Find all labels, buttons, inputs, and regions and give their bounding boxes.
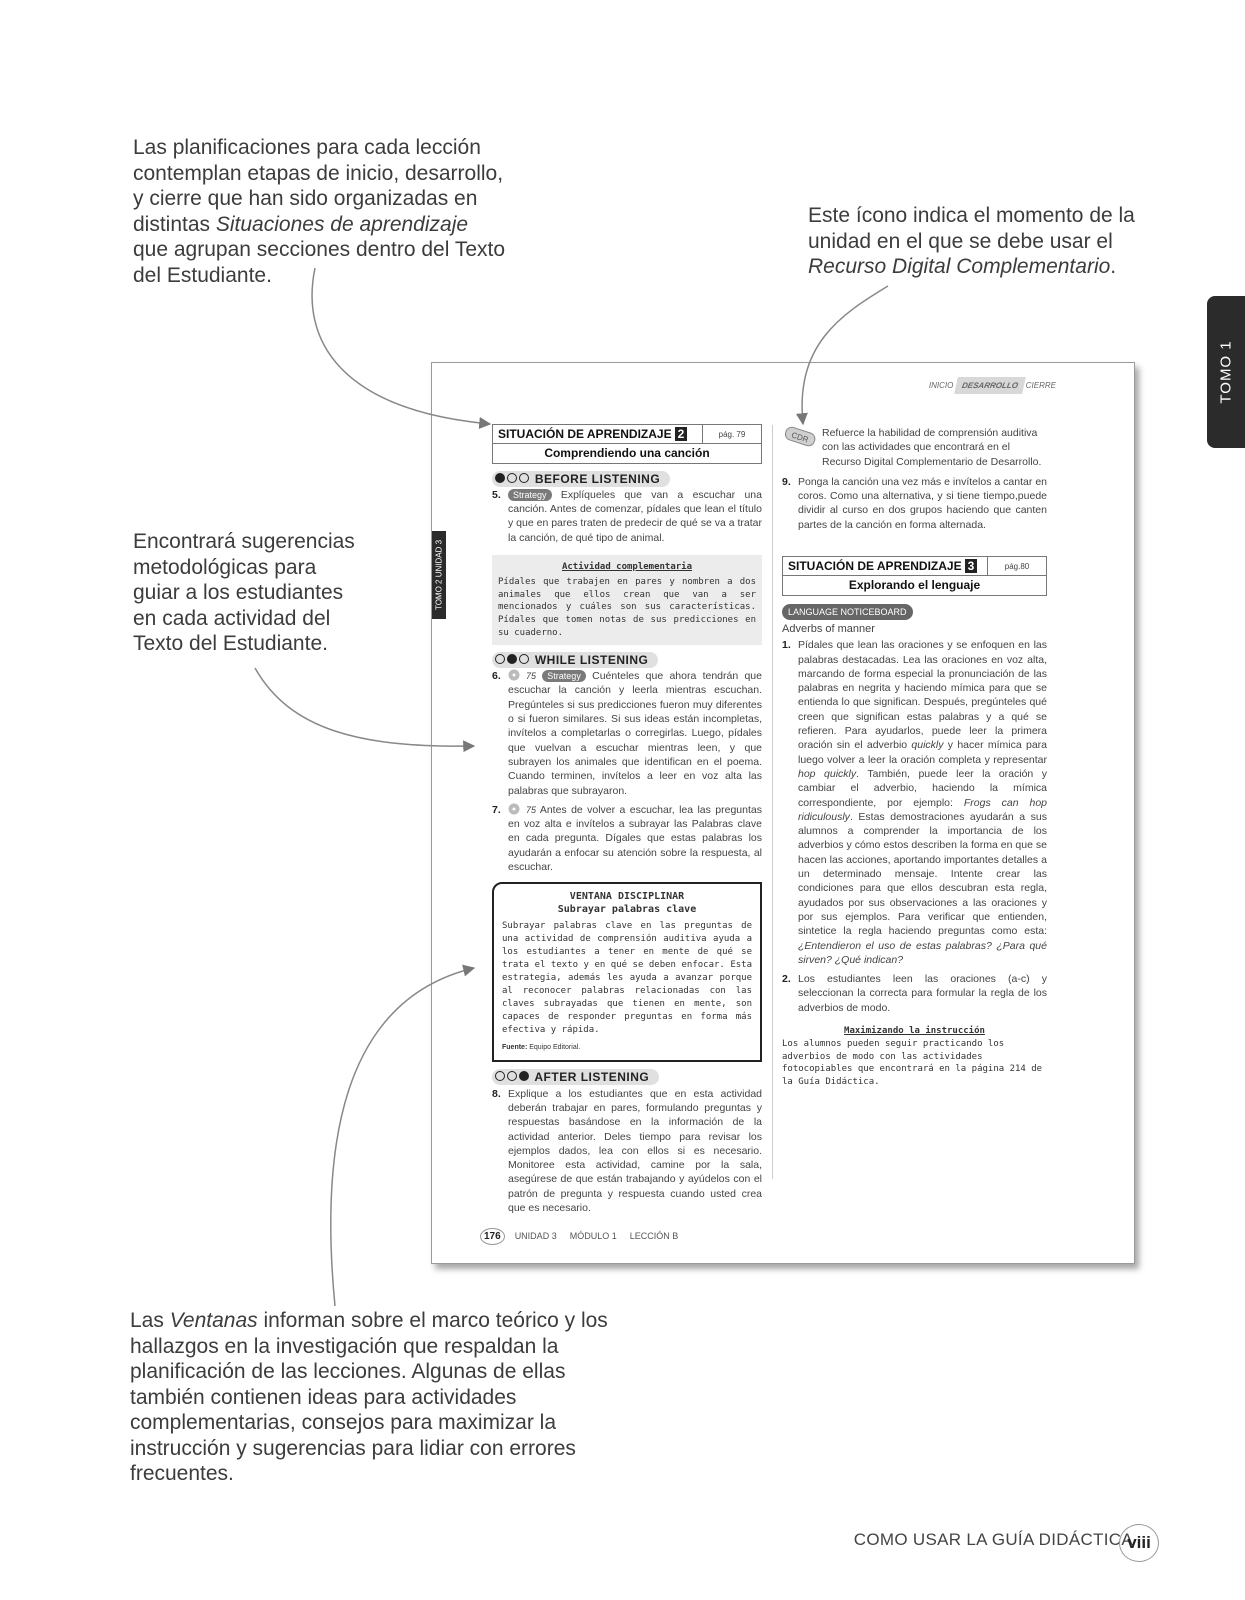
callout-text: Las planificaciones para cada lección contemplan etapas de inicio, desarrollo, y cierre que han sido organizadas en distintas — [133, 136, 504, 236]
list-item — [492, 488, 762, 545]
dot-empty-icon — [519, 473, 529, 483]
actividad-complementaria-box — [492, 555, 762, 645]
callout-text: que agrupan secciones dentro del Texto del Estudiante. — [133, 238, 506, 287]
item-emphasis: quickly — [911, 739, 944, 752]
callout-emphasis: Situaciones de aprendizaje — [215, 212, 469, 236]
situacion-number: 2 — [675, 427, 688, 441]
callout-icono — [808, 203, 1148, 280]
strategy-badge: Strategy — [542, 670, 586, 682]
callout-text: Las — [130, 1309, 170, 1332]
item-number: 2. — [782, 973, 791, 986]
item-text: Los estudiantes leen las oraciones (a-c) y seleccionan la correcta para formular la regla de los adverbios de modo. — [798, 973, 1047, 1014]
right-column — [782, 424, 1047, 1089]
audio-cd-icon — [508, 669, 526, 681]
situacion-label: SITUACIÓN DE APRENDIZAJE — [498, 427, 672, 441]
ventana-source — [502, 1041, 752, 1054]
callout-emphasis: Ventanas — [169, 1309, 258, 1332]
situacion-3-box — [782, 556, 1047, 596]
list-item — [782, 972, 1047, 1015]
item-text: Antes de volver a escuchar, lea las preguntas en voz alta e invítelos a subrayar las Palabras clave en cada pregunta. Dígales que estas palabras los ayudarán a enfocar su atención sobre la respuesta, al escuchar. — [508, 803, 762, 874]
stage-label: AFTER LISTENING — [534, 1070, 650, 1085]
callout-text: Este ícono indica el momento de la unidad en el que se debe usar el — [808, 204, 1135, 253]
audio-cd-icon — [508, 803, 526, 815]
footer-modulo: MÓDULO 1 — [569, 1231, 617, 1241]
item-number: 6. — [492, 670, 501, 683]
callout-planificaciones — [133, 135, 508, 288]
tomo-tab-label: TOMO 1 — [1217, 340, 1235, 404]
cdr-icon — [782, 426, 818, 448]
tomo-tab — [1207, 296, 1245, 448]
phase-indicator — [929, 377, 1056, 394]
list-item — [492, 669, 762, 798]
sample-page-number: 176 — [480, 1228, 505, 1245]
callout-emphasis: Recurso Digital Complementario — [808, 255, 1111, 278]
actividad-text: Pídales que trabajen en pares y nombren a dos animales que ellos crean que van a ser mencionados y cuáles son sus características. Pídales que tomen notas de sus predicciones en su cuaderno. — [498, 576, 756, 639]
item-emphasis: hop quickly — [798, 767, 857, 780]
situacion-page: pág. 79 — [702, 425, 761, 443]
strategy-badge: Strategy — [508, 489, 552, 501]
language-noticeboard-badge: LANGUAGE NOTICEBOARD — [782, 604, 913, 620]
left-column — [492, 424, 762, 1215]
item-number: 1. — [782, 639, 791, 652]
stage-label: WHILE LISTENING — [534, 652, 649, 667]
sample-page — [431, 362, 1135, 1264]
situacion-subtitle: Comprendiendo una canción — [544, 446, 710, 461]
callout-text: Encontrará sugerencias metodológicas para guiar a los estudiantes en cada actividad del Texto del Estudiante. — [133, 530, 355, 655]
maximizando-title: Maximizando la instrucción — [844, 1025, 985, 1036]
dot-empty-icon — [507, 473, 517, 483]
item-number: 7. — [492, 803, 501, 816]
item-text: . Estas demostraciones ayudarán a sus alumnos a comprender la importancia de los adverbios y cómo estos describen la forma en que se hacen las acciones, aportando importantes detalles a un determinado mensaje. Intente crear las condiciones para que ellos descubran esta regla, ayudados por sus observaciones a las oraciones y por sus ejemplos. Para verificar que entienden, sintetice la regla haciendo preguntas como esta: — [798, 810, 1047, 938]
actividad-title: Actividad complementaria — [561, 562, 693, 573]
item-emphasis: ¿Entendieron el uso de estas palabras? ¿Para qué sirven? ¿Qué indican? — [798, 939, 1047, 966]
cdr-text: Refuerce la habilidad de comprensión auditiva con las actividades que encontrará en el Recurso Digital Complementario de Desarrollo. — [822, 427, 1042, 468]
ventana-disciplinar-box — [492, 882, 762, 1062]
track-number: 75 — [526, 804, 537, 815]
cdr-note — [782, 426, 1047, 469]
item-number: 9. — [782, 475, 791, 488]
maximizando-box — [782, 1025, 1047, 1089]
phase-desarrollo: DESARROLLO — [954, 377, 1026, 394]
page-footer-title: COMO USAR LA GUÍA DIDÁCTICA — [853, 1530, 1133, 1549]
ventana-text: Subrayar palabras clave en las preguntas de una actividad de comprensión auditiva ayuda a los estudiantes a tener en mente de qué se trata el texto y en qué se deben enfocar. Esta estrategia, además les ayuda a avanzar porque al reconocer palabras relacionadas con las claves subrayadas que tienen en mente, son capaces de responder preguntas en forma más efectiva y rápida. — [502, 921, 752, 1036]
maximizando-text: Los alumnos pueden seguir practicando los adverbios de modo con las actividades fotocopiables que encontrará en la página 214 de la Guía Didáctica. — [782, 1038, 1043, 1088]
item-text: y hacer mímica para luego volver a leer la oración completa y representar — [798, 739, 1047, 766]
callout-sugerencias — [133, 529, 363, 657]
situacion-page: pág.80 — [987, 557, 1046, 575]
dot-empty-icon — [507, 1071, 517, 1081]
situacion-number: 3 — [965, 559, 978, 573]
list-item — [782, 475, 1047, 532]
adverbs-heading: Adverbs of manner — [782, 622, 875, 635]
item-text: Explíqueles que van a escuchar una canción. Antes de comenzar, pídales que lean el título y que en pares traten de predecir de qué se va a tratar la canción, de qué tipo de animal. — [508, 488, 762, 544]
dot-empty-icon — [519, 654, 529, 664]
phase-inicio: INICIO — [928, 381, 954, 390]
side-label-text: TOMO 2 UNIDAD 3 — [434, 539, 444, 611]
list-item — [782, 638, 1047, 967]
ventana-title: VENTANA DISCIPLINAR — [569, 891, 685, 903]
dot-empty-icon — [495, 654, 505, 664]
list-item — [492, 803, 762, 874]
source-text: Equipo Editorial. — [529, 1044, 581, 1052]
stage-after-listening — [492, 1070, 762, 1084]
side-label — [432, 531, 446, 619]
callout-ventanas — [130, 1308, 640, 1487]
source-label: Fuente: — [502, 1044, 528, 1052]
dot-filled-icon — [507, 654, 517, 664]
footer-unidad: UNIDAD 3 — [514, 1231, 557, 1241]
page-number: viii — [1119, 1524, 1159, 1562]
phase-cierre: CIERRE — [1025, 381, 1056, 390]
item-text: Ponga la canción una vez más e invítelos a cantar en coros. Como una alternativa, y si tiene tiempo,puede dividir al curso en dos grupos haciendo que canten partes de la canción en forma alternada. — [798, 475, 1047, 531]
dot-filled-icon — [495, 473, 505, 483]
stage-before-listening — [492, 472, 762, 486]
track-number: 75 — [526, 671, 537, 682]
situacion-label: SITUACIÓN DE APRENDIZAJE — [788, 559, 962, 574]
item-number: 8. — [492, 1087, 501, 1100]
situacion-2-box — [492, 424, 762, 464]
callout-text: . — [1110, 255, 1117, 278]
dot-empty-icon — [495, 1071, 505, 1081]
item-text: . También, puede leer la oración y cambiar el adverbio, haciendo la mímica correspondiente, por ejemplo: — [798, 767, 1048, 809]
stage-while-listening — [492, 653, 762, 667]
footer-leccion: LECCIÓN B — [629, 1231, 679, 1241]
stage-label: BEFORE LISTENING — [534, 471, 661, 486]
situacion-subtitle: Explorando el lenguaje — [848, 578, 981, 593]
cdr-label: CDR — [790, 430, 810, 445]
item-number: 5. — [492, 488, 501, 501]
item-text: Cuénteles que ahora tendrán que escuchar la canción y leerla mientras escuchan. Pregúnteles si sus predicciones fueron muy diferentes o si fueron similares. Si sus ideas están incompletas, invítelos a completarlas o corregirlas. Luego, pídales que vuelvan a escuchar mientras leen, y que subrayen los animales que identifican en el poema. Cuando terminen, invítelos a leer en voz alta las palabras que subrayaron. — [508, 670, 762, 797]
column-divider — [772, 425, 773, 1179]
sample-footer — [480, 1228, 686, 1245]
item-text: Pídales que lean las oraciones y se enfoquen en las palabras destacadas. Lea las oraciones en voz alta, marcando de forma especial la pronunciación de las palabras en negrita y haciendo mímica para que se entienda lo que significan. Después, pregúnteles qué creen que significan estas palabras y a qué se refieren. Para ayudarlos, puede leer la primera oración sin el adverbio — [798, 639, 1047, 752]
callout-text: informan sobre el marco teórico y los hallazgos en la investigación que respaldan la planificación de las lecciones. Algunas de ellas también contienen ideas para actividades complementarias, consejos para maximizar la instrucción y sugerencias para lidiar con errores frecuentes. — [130, 1309, 608, 1485]
dot-filled-icon — [519, 1071, 529, 1081]
list-item — [492, 1087, 762, 1216]
ventana-subtitle: Subrayar palabras clave — [557, 904, 697, 916]
item-emphasis: Frogs can hop ridiculously — [798, 796, 1047, 823]
item-text: Explique a los estudiantes que en esta actividad deberán trabajar en pares, formulando preguntas y respuestas basándose en la información de la actividad anterior. Deles tiempo para revisar los ejemplos dados, lea con ellos si es necesario. Monitoree esta actividad, camine por la sala, asegúrese de que están trabajando y ayúdelos con el patrón de pregunta y respuesta cuando usted crea que es necesario. — [508, 1087, 762, 1214]
